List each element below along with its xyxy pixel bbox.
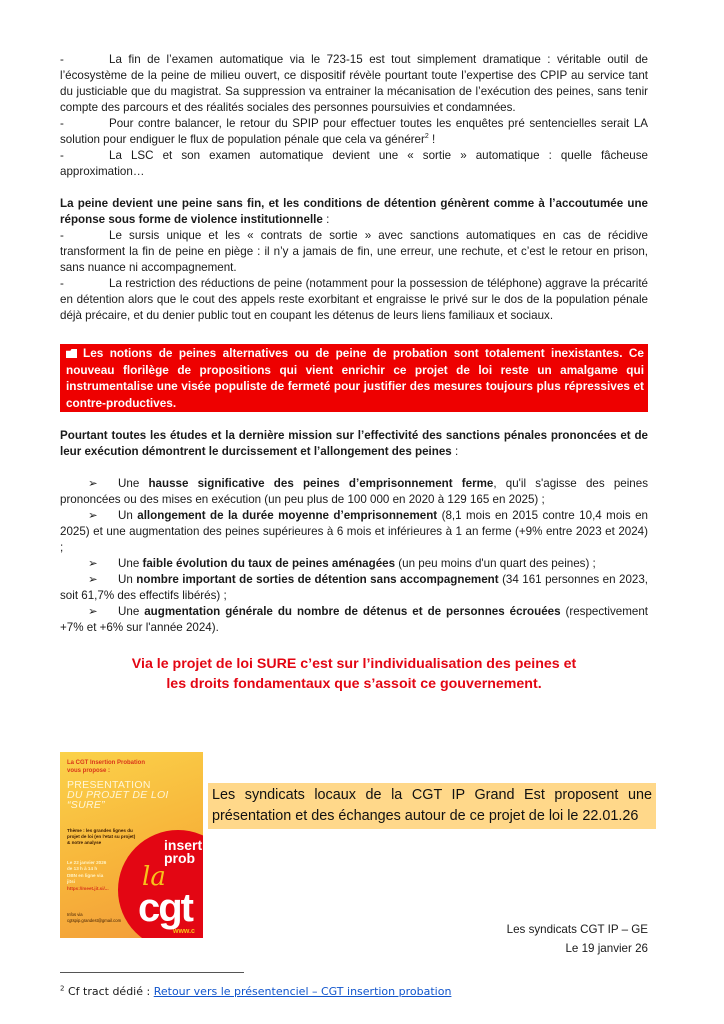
paragraph-text: La restriction des réductions de peine (notamment pour la possession de téléphone) aggrave la précarité en détention alors que le cout des appels reste exorbitant et engraisse le privé sur le dos de la population pénale déjà précaire, et du denier public tout en coupant les détenus de leurs liens familiaux et sociaux. (60, 277, 648, 322)
bullet-item (60, 476, 648, 508)
footnote-label: Cf tract dédié : (67, 985, 154, 998)
poster-info-line: Infos via (67, 912, 83, 917)
bullet-bold: hausse significative des peines d’emprisonnement ferme (148, 477, 494, 490)
cgt-logo-la: la (142, 862, 166, 892)
poster-info-line: cgtspip.grandest@gmail.com (67, 917, 122, 923)
footnote-reference[interactable]: 2 (424, 133, 429, 141)
paragraph-suffix: ! (428, 133, 436, 146)
poster-date-line: DBN en ligne via (67, 872, 104, 878)
checkbox-icon (66, 349, 77, 358)
footnote-separator (60, 972, 244, 973)
poster-title (67, 780, 169, 810)
paragraph-text: Le sursis unique et les « contrats de sortie » avec sanctions automatiques en cas de récidive transforment la fin de peine en piège : il n’y a jamais de fin, une erreur, une rechute, et c’est le retour en prison, sans nuance ni accompagnement. (60, 229, 648, 274)
list-item (60, 148, 648, 180)
bullet-rest: , qu'il s'agisse des peines prononcées ou des mises en exécution (un peu plus de 100 000 en 2020 à 129 165 en 2025) ; (60, 477, 648, 506)
heading-text: Pourtant toutes les études et la dernière mission sur l’effectivité des sanctions pénales prononcées et de leur exécution démontrent le durcissement et l’allongement des peines (60, 429, 648, 458)
bullet-bold: nombre important de sorties de détention sans accompagnement (136, 573, 499, 586)
arrow-bullet-icon: ➢ (88, 509, 98, 522)
poster-header-line: vous propose : (67, 768, 111, 774)
logo-line: prob (164, 850, 196, 866)
bullet-item (60, 604, 648, 636)
announcement-box (208, 783, 656, 829)
arrow-bullet-icon: ➢ (88, 573, 98, 586)
bullet-bold: faible évolution du taux de peines aménagées (142, 557, 396, 570)
dash-marker: - (60, 277, 64, 290)
poster-info (67, 912, 121, 923)
bullet-item (60, 572, 648, 604)
poster-header-line: La CGT Insertion Probation (67, 760, 146, 766)
arrow-bullet-icon: ➢ (88, 605, 98, 618)
bullet-prefix: Une (118, 477, 149, 490)
heading-text: La peine devient une peine sans fin, et les conditions de détention génèrent comme à l’accoutumée une réponse sous forme de violence institutionnelle (60, 197, 648, 226)
paragraph-text: La fin de l’examen automatique via le 723-15 est tout simplement dramatique : véritable outil de l’écosystème de la peine de milieu ouvert, ce dispositif révèle pourtant toute l’expertise des CPIP au service tant du justiciable que du magistrat. Sa suppression va entrainer la mécanisation de l’exécution des peines, sans tenir compte des parcours et des réalités sociales des personnes poursuivies et condamnées. (60, 53, 648, 114)
poster-theme: Thème : les grandes lignes du projet de loi (en l'etat su projet) & notre analyse (67, 828, 136, 845)
bullet-bold: augmentation générale du nombre de détenus et de personnes écrouées (144, 605, 561, 618)
alert-box (60, 344, 648, 412)
poster-title-line: PRESENTATION (67, 779, 151, 791)
poster-title-line: DU PROJET DE LOI (67, 789, 169, 801)
list-item (60, 228, 648, 276)
list-item (60, 116, 648, 148)
cgt-logo-wordmark: cgt (138, 886, 192, 930)
document-body (60, 52, 648, 694)
arrow-bullet-icon: ➢ (88, 557, 98, 570)
poster-title-line: “SURE” (67, 799, 105, 811)
cgt-logo-text (164, 839, 202, 865)
list-item (60, 52, 648, 116)
dash-marker: - (60, 149, 64, 162)
dash-marker: - (60, 53, 64, 66)
poster-link: https://meet.jit.si/... (67, 885, 109, 891)
heading-suffix: : (322, 213, 330, 226)
section-heading (60, 196, 648, 228)
footnote (60, 985, 451, 999)
alert-text: Les notions de peines alternatives ou de peine de probation sont totalement inexistantes. Ce nouveau florilège de propositions qui vient enrichir ce projet de loi reste un amalgame qui instrumentalise une visée populiste de fermeté pour justifier des mesures toujours plus répressives et contre-productives. (66, 346, 644, 410)
dash-marker: - (60, 117, 64, 130)
bullet-rest: (8,1 mois en 2015 contre 10,4 mois en 2025) et une augmentation des peines supérieures à 6 mois et inférieures à 1 an ferme (+9% entre 2023 et 2024) ; (60, 509, 648, 554)
bullet-prefix: Un (118, 509, 138, 522)
event-poster-image (60, 752, 203, 938)
conclusion-statement (60, 654, 648, 694)
bullet-item (60, 556, 648, 572)
bullet-prefix: Une (118, 605, 145, 618)
conclusion-line: les droits fondamentaux que s’assoit ce gouvernement. (166, 676, 542, 692)
announcement-text: Les syndicats locaux de la CGT IP Grand Est proposent une présentation et des échanges autour de ce projet de loi le 22.01.26 (212, 787, 652, 824)
logo-line: insert (164, 837, 203, 853)
poster-date-line: de 13 h à 14 h (67, 866, 98, 872)
bullet-prefix: Une (118, 557, 143, 570)
signature-author: Les syndicats CGT IP – GE (506, 923, 648, 936)
poster-date-line: Le 22 janvier 2026 (67, 860, 107, 865)
poster-date-line: jitsi (67, 879, 75, 885)
poster-header (67, 759, 145, 775)
bullet-rest: (34 161 personnes en 2023, soit 61,7% des effectifs libérés) ; (60, 573, 649, 602)
bullet-item (60, 508, 648, 556)
paragraph-text: La LSC et son examen automatique devient une « sortie » automatique : quelle fâcheuse approximation… (60, 149, 648, 178)
section-heading (60, 428, 648, 460)
footnote-link[interactable]: Retour vers le présentenciel – CGT insertion probation (153, 985, 452, 998)
signature (507, 920, 648, 958)
paragraph-text: Pour contre balancer, le retour du SPIP pour effectuer toutes les enquêtes pré sentencielles serait LA solution pour endiguer le flux de population pénale que cela va générer (60, 117, 648, 146)
heading-suffix: : (451, 445, 459, 458)
bullet-rest: (respectivement +7% et +6% sur l'année 2024). (60, 605, 648, 634)
conclusion-line: Via le projet de loi SURE c’est sur l’individualisation des peines et (131, 656, 577, 672)
bullet-rest: (un peu moins d'un quart des peines) ; (395, 557, 596, 570)
bullet-prefix: Un (118, 573, 137, 586)
dash-marker: - (60, 229, 64, 242)
arrow-bullet-icon: ➢ (88, 477, 98, 490)
footnote-number: 2 (60, 984, 65, 993)
signature-date: Le 19 janvier 26 (565, 942, 648, 955)
bullet-bold: allongement de la durée moyenne d’emprisonnement (137, 509, 438, 522)
cgt-logo-url: www.c (173, 928, 195, 935)
list-item (60, 276, 648, 324)
